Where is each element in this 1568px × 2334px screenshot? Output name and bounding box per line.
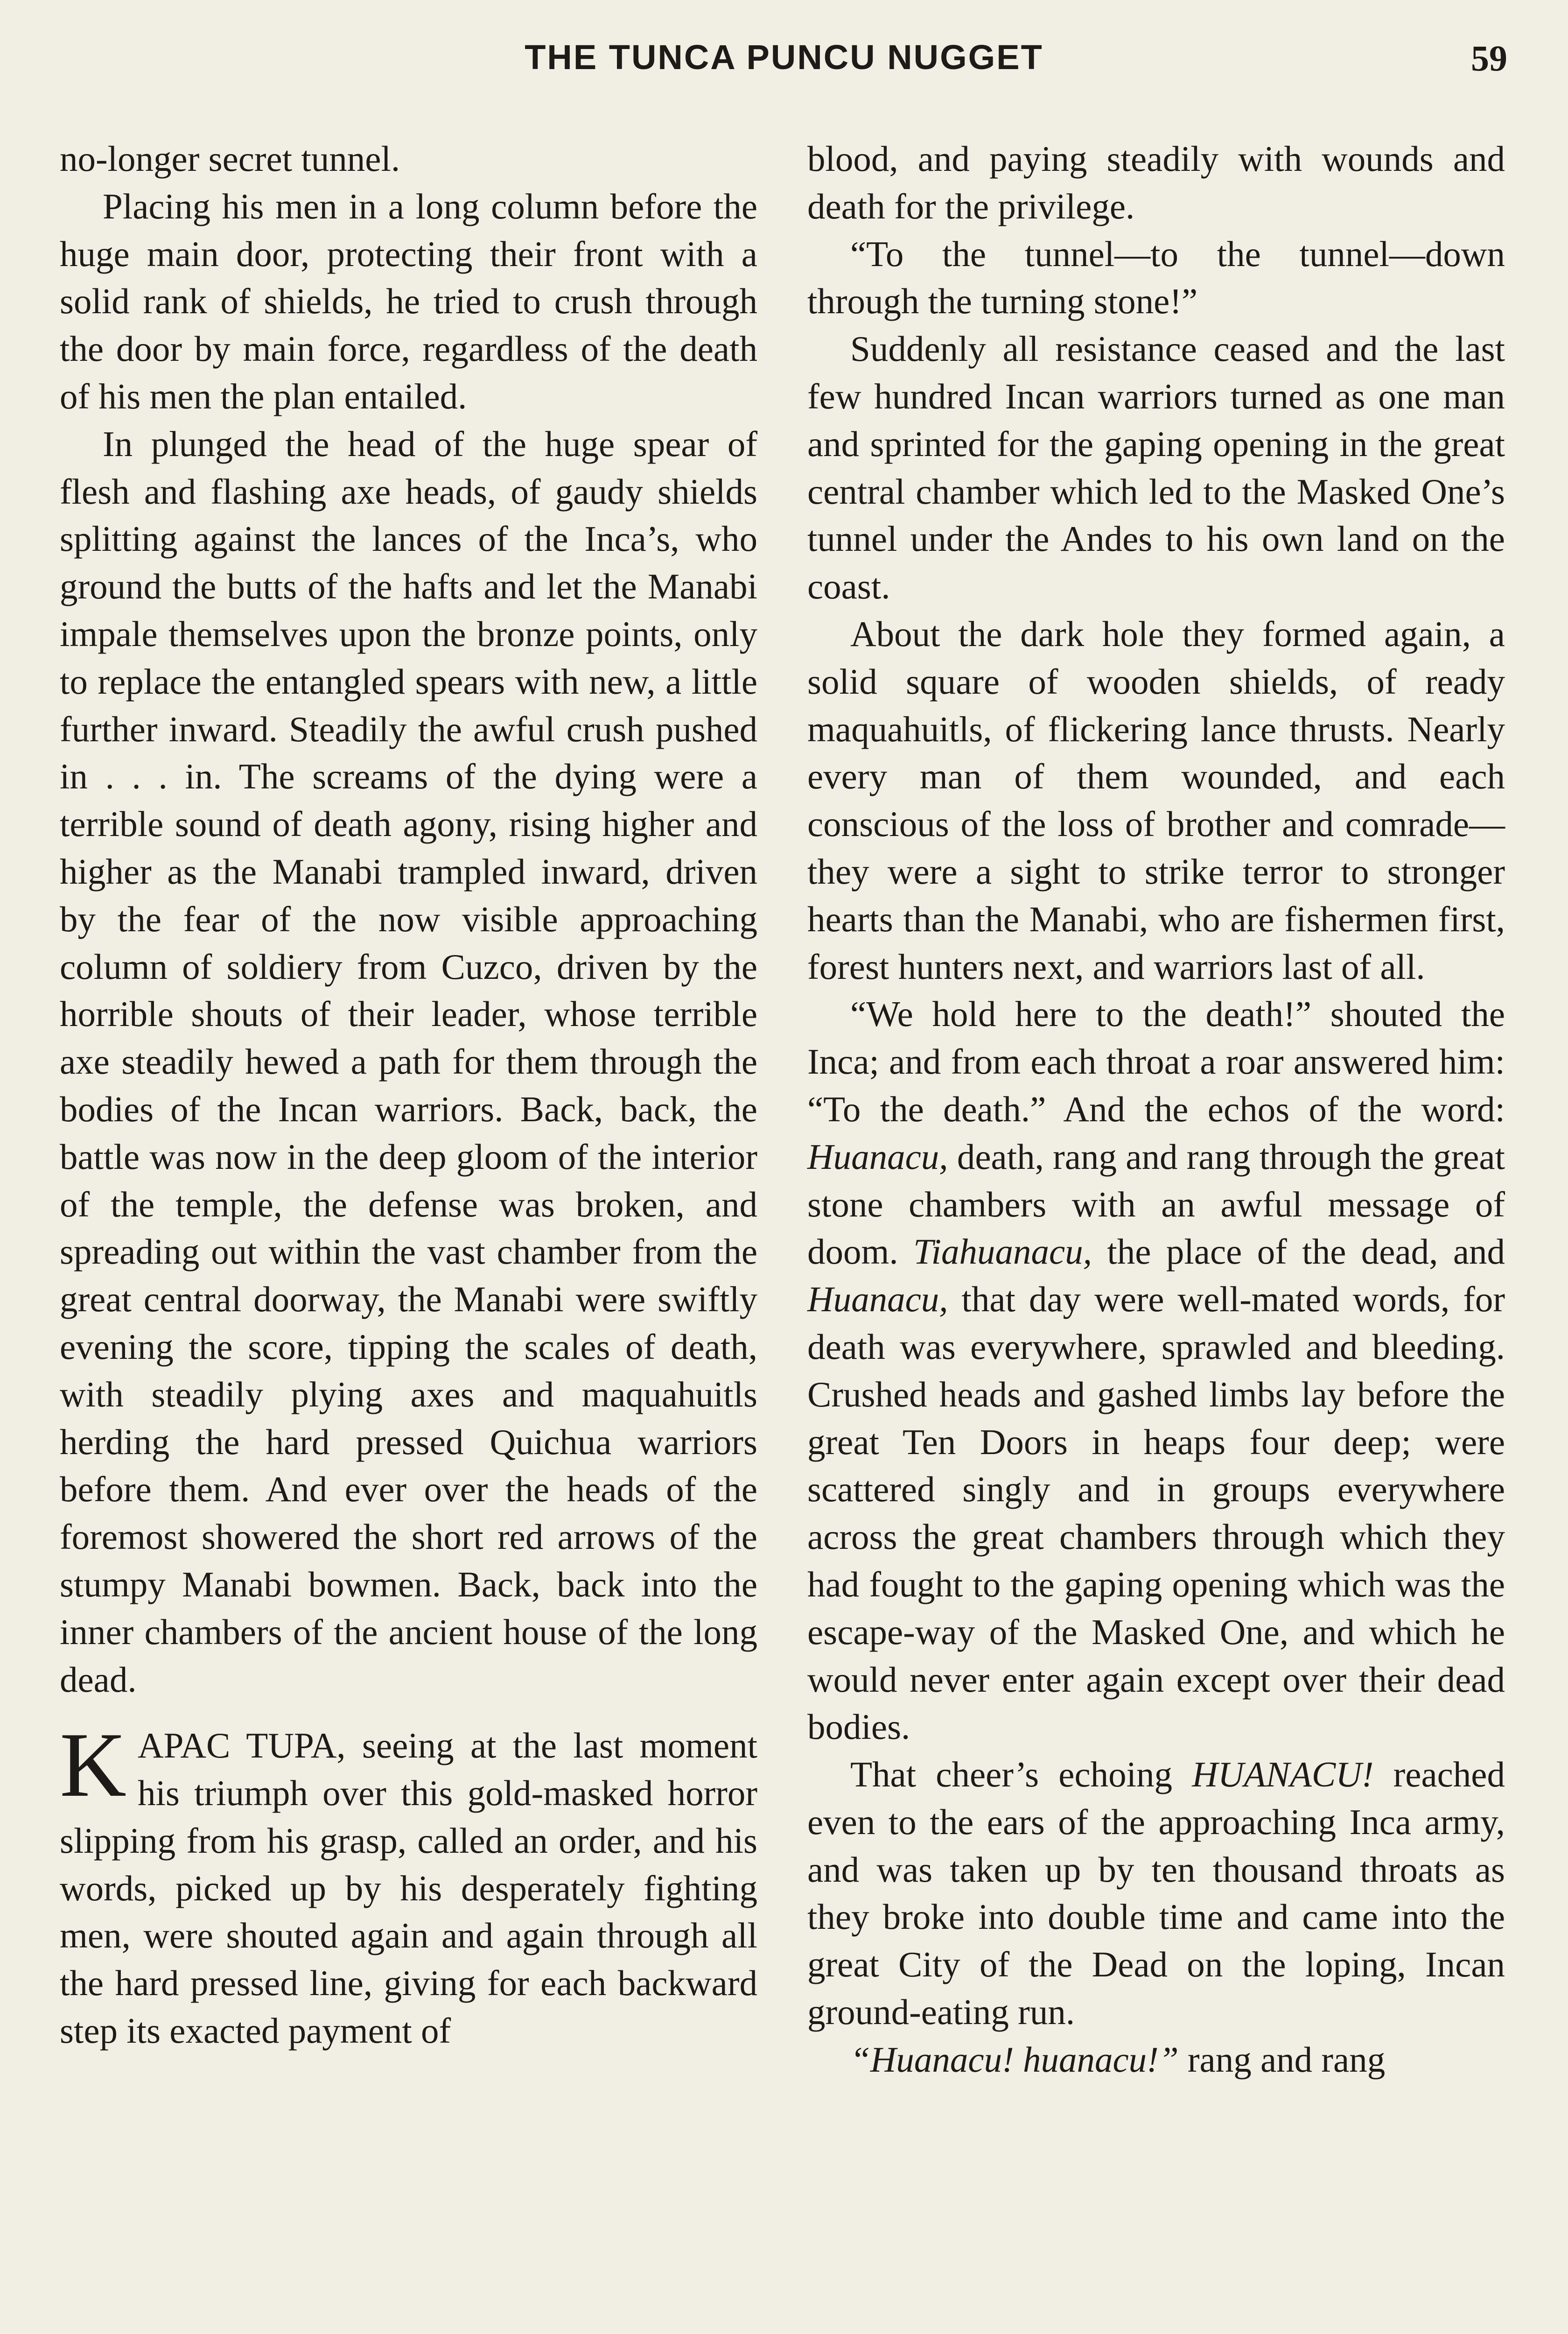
text-run: reached even to the ears of the approaching Inca army, and was taken up by ten thousand throats as they broke into double time and came into the great City of the Dead on the loping, Incan ground-eating run.: [807, 1754, 1505, 2032]
right-column: [807, 135, 1505, 2084]
italic-phrase: “Huanacu! huanacu!”: [850, 2039, 1179, 2080]
paragraph: Suddenly all resistance ceased and the last few hundred Incan warriors turned as one man and sprinted for the gaping opening in the great central chamber which led to the Masked One’s tunnel under the Andes to his own land on the coast.: [807, 329, 1505, 607]
italic-word: Tiahuanacu,: [913, 1231, 1092, 1272]
paragraph-text: seeing at the last moment his triumph over this gold-masked horror slipping from his grasp, called an order, and his words, picked up by his desperately fighting men, were shouted again and again through all the hard pressed line, giving for each backward step its exacted payment of: [60, 1725, 757, 2051]
paragraph: Placing his men in a long column before the huge main door, protecting their front with a solid rank of shields, he tried to crush through the door by main force, regardless of the death of his men the plan entailed.: [60, 186, 757, 416]
page-number: 59: [1471, 38, 1507, 78]
text-run: that day were well-mated words, for death was everywhere, sprawled and bleeding. Crushed heads and gashed limbs lay before the great Ten Doors in heaps four deep; were scattered singly and in groups everywhere across the great chambers through which they had fought to the gaping opening which was the escape-way of the Masked One, and which he would never enter again except over their dead bodies.: [807, 1279, 1505, 1747]
section-opening-paragraph: [60, 1714, 757, 2055]
paragraph: In plunged the head of the huge spear of flesh and flashing axe heads, of gaudy shields splitting against the lances of the Inca’s, who ground the butts of the hafts and let the Manabi impale themselves upon the bronze points, only to replace the entangled spears with new, a little further inward. Steadily the awful crush pushed in . . . in. The screams of the dying were a terrible sound of death agony, rising higher and higher as the Manabi trampled inward, driven by the fear of the now visible approaching column of soldiery from Cuzco, driven by the horrible shouts of their leader, whose terrible axe steadily hewed a path for them through the bodies of the Incan warriors. Back, back, the battle was now in the deep gloom of the interior of the temple, the defense was broken, and spreading out within the vast chamber from the great central doorway, the Manabi were swiftly evening the score, tipping the scales of death, with steadily plying axes and maquahuitls herding the hard pressed Quichua warriors before them. And ever over the heads of the foremost showered the short red arrows of the stumpy Manabi bowmen. Back, back into the inner chambers of the ancient house of the long dead.: [60, 423, 757, 1700]
paragraph: About the dark hole they formed again, a solid square of wooden shields, of ready maquahuitls, of flickering lance thrusts. Nearly every man of them wounded, and each conscious of the loss of brother and comrade—they were a sight to strike terror to stronger hearts than the Manabi, who are fishermen first, forest hunters next, and warriors last of all.: [807, 613, 1505, 987]
italic-word: Huanacu,: [807, 1279, 948, 1320]
text-run: rang and rang: [1178, 2039, 1386, 2080]
left-column: [60, 135, 757, 2055]
paragraph: blood, and paying steadily with wounds and death for the privilege.: [807, 139, 1505, 226]
paragraph: [807, 991, 1505, 1751]
paragraph: no-longer secret tunnel.: [60, 139, 400, 179]
text-run: “We hold here to the death!” shouted the Inca; and from each throat a roar answered him: “To the death.” And the echos of the word:: [807, 994, 1505, 1129]
paragraph: [807, 2036, 1505, 2084]
text-run: That cheer’s echoing: [850, 1754, 1192, 1795]
running-head: THE TUNCA PUNCU NUGGET: [525, 38, 1043, 77]
text-run: the place of the dead, and: [1092, 1231, 1505, 1272]
page-header: [56, 37, 1512, 89]
lead-in: APAC TUPA,: [138, 1725, 346, 1766]
text-run: death, rang and rang through the great stone chambers with an awful message of doom.: [807, 1136, 1505, 1272]
drop-cap: K: [60, 1714, 126, 1816]
italic-word: Huanacu,: [807, 1136, 948, 1177]
paragraph: “To the tunnel—to the tunnel—down through the turning stone!”: [807, 233, 1505, 322]
paragraph: [807, 1751, 1505, 2036]
italic-word: HUANACU!: [1192, 1754, 1374, 1795]
